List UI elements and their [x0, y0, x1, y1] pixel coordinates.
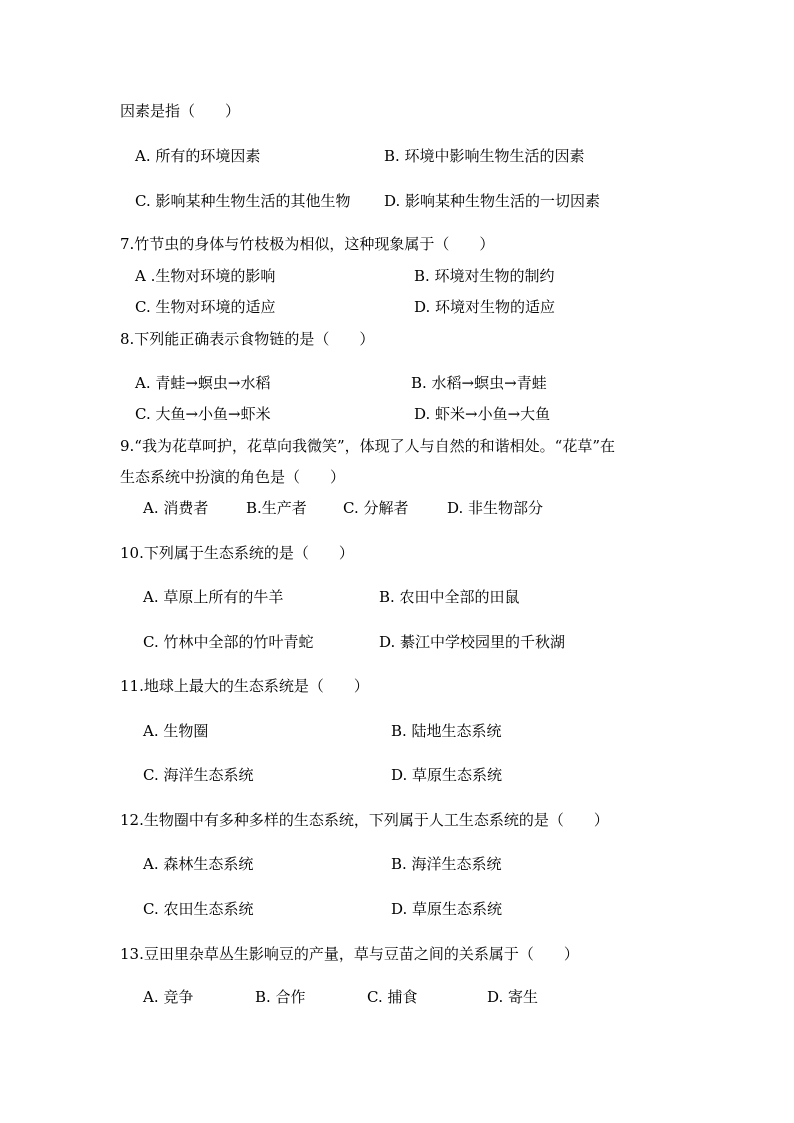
question-9-option-c: C. 分解者 — [343, 499, 409, 517]
question-13-option-c: C. 捕食 — [367, 988, 418, 1006]
question-12-option-b: B. 海洋生态系统 — [391, 855, 502, 873]
question-9-stem-line-1: 9.“我为花草呵护，花草向我微笑”，体现了人与自然的和谐相处。“花草”在 — [120, 437, 615, 455]
question-13-option-a: A. 竞争 — [143, 988, 194, 1006]
question-8-option-c: C. 大鱼→小鱼→虾米 — [135, 405, 271, 423]
question-11-option-c: C. 海洋生态系统 — [143, 766, 254, 784]
question-6-option-b: B. 环境中影响生物生活的因素 — [384, 147, 585, 165]
question-6-option-a: A. 所有的环境因素 — [135, 147, 261, 165]
question-10-option-b: B. 农田中全部的田鼠 — [379, 588, 520, 606]
question-13-stem: 13.豆田里杂草丛生影响豆的产量，草与豆苗之间的关系属于（ ） — [120, 945, 579, 963]
question-7-option-b: B. 环境对生物的制约 — [414, 267, 555, 285]
question-12-option-c: C. 农田生态系统 — [143, 900, 254, 918]
question-8-option-d: D. 虾米→小鱼→大鱼 — [414, 405, 551, 423]
question-9-option-d: D. 非生物部分 — [447, 499, 544, 517]
question-13-option-b: B. 合作 — [255, 988, 306, 1006]
question-11-stem: 11.地球上最大的生态系统是（ ） — [120, 677, 369, 695]
question-8-stem: 8.下列能正确表示食物链的是（ ） — [120, 330, 375, 348]
question-12-option-a: A. 森林生态系统 — [143, 855, 254, 873]
question-9-option-b: B.生产者 — [246, 499, 307, 517]
question-7-stem: 7.竹节虫的身体与竹枝极为相似，这种现象属于（ ） — [120, 235, 495, 253]
question-9-option-a: A. 消费者 — [143, 499, 209, 517]
question-10-stem: 10.下列属于生态系统的是（ ） — [120, 544, 354, 562]
question-10-option-c: C. 竹林中全部的竹叶青蛇 — [143, 633, 314, 651]
question-6-stem-tail: 因素是指（ ） — [120, 102, 241, 120]
question-7-option-d: D. 环境对生物的适应 — [414, 298, 556, 316]
question-9-stem-line-2: 生态系统中扮演的角色是（ ） — [120, 468, 346, 486]
question-12-option-d: D. 草原生态系统 — [391, 900, 503, 918]
question-6-option-c: C. 影响某种生物生活的其他生物 — [135, 192, 351, 210]
question-8-option-b: B. 水稻→螟虫→青蛙 — [411, 374, 547, 392]
question-10-option-d: D. 綦江中学校园里的千秋湖 — [379, 633, 566, 651]
question-8-option-a: A. 青蛙→螟虫→水稻 — [135, 374, 271, 392]
question-6-option-d: D. 影响某种生物生活的一切因素 — [384, 192, 601, 210]
question-11-option-d: D. 草原生态系统 — [391, 766, 503, 784]
question-7-option-a: A .生物对环境的影响 — [135, 267, 276, 285]
question-7-option-c: C. 生物对环境的适应 — [135, 298, 276, 316]
question-11-option-b: B. 陆地生态系统 — [391, 722, 502, 740]
question-10-option-a: A. 草原上所有的牛羊 — [143, 588, 284, 606]
question-11-option-a: A. 生物圈 — [143, 722, 209, 740]
question-12-stem: 12.生物圈中有多种多样的生态系统，下列属于人工生态系统的是（ ） — [120, 811, 609, 829]
question-13-option-d: D. 寄生 — [487, 988, 539, 1006]
